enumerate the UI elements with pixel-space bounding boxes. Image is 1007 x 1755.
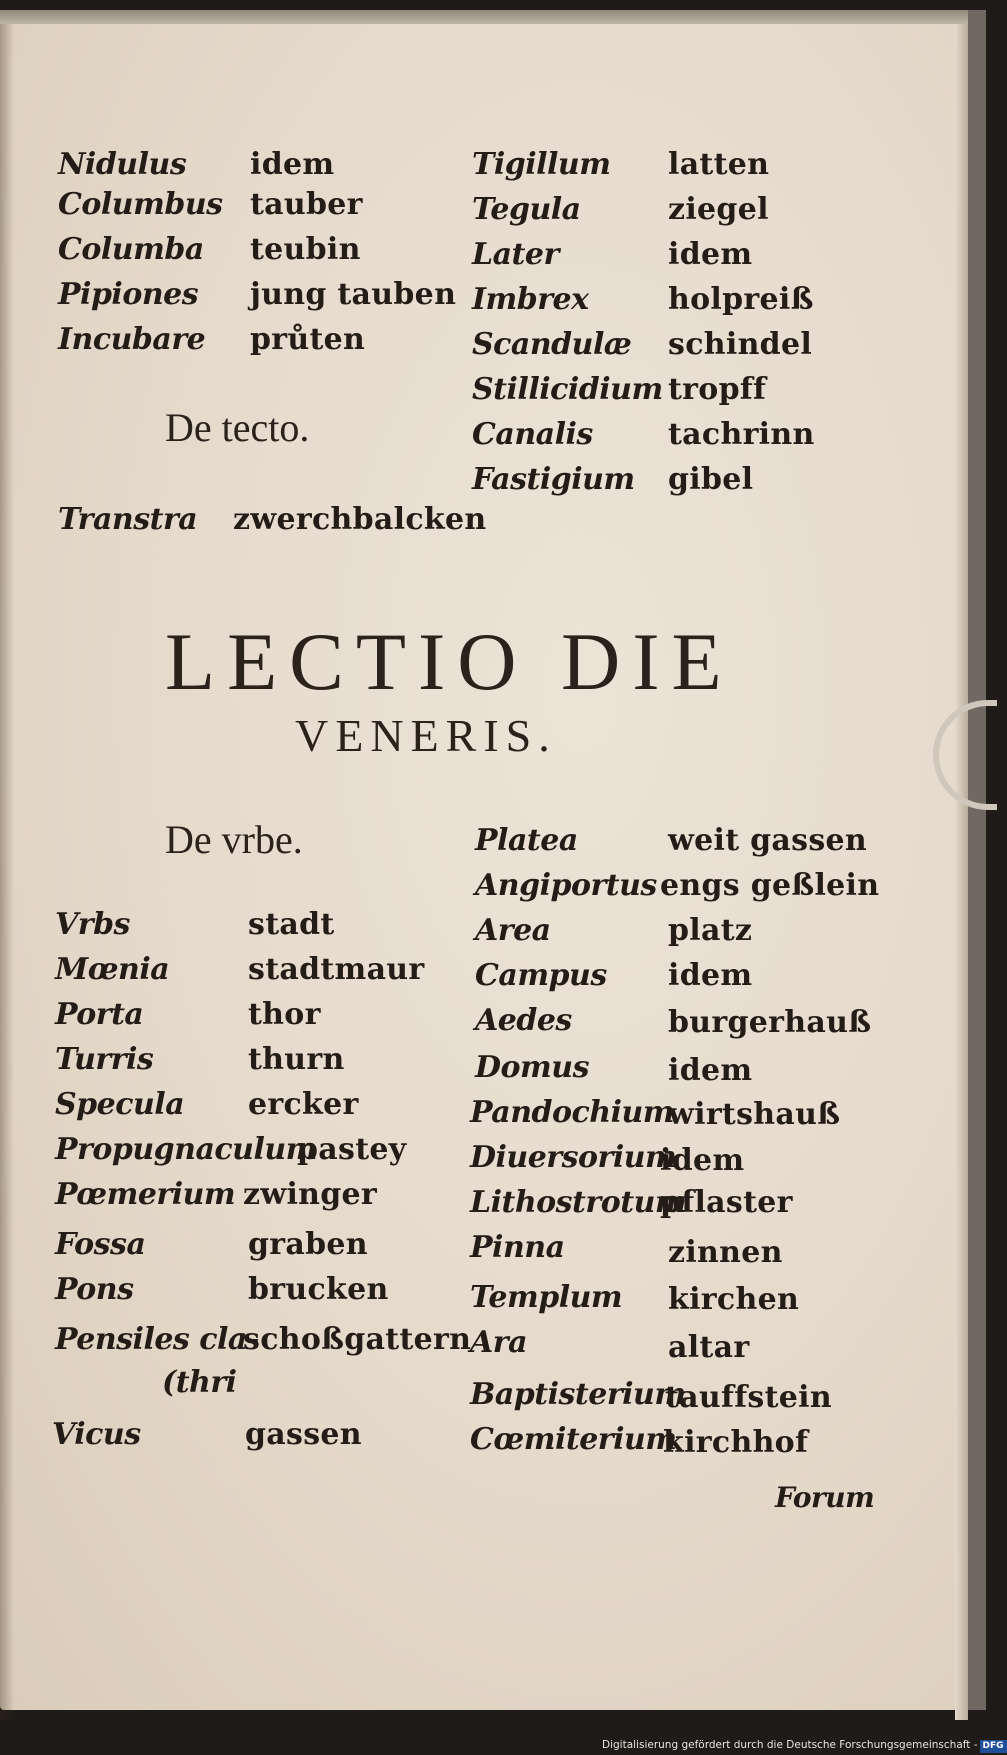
latin-term: Columbus xyxy=(58,187,223,222)
credit-text: Digitalisierung gefördert durch die Deutsche Forschungsgemeinschaft - xyxy=(602,1739,978,1751)
latin-term: Propugnaculum xyxy=(55,1132,317,1167)
german-term: tropff xyxy=(668,372,767,407)
page-right-edge xyxy=(955,24,968,1720)
latin-term: Canalis xyxy=(472,417,593,452)
german-term: zwerchbalcken xyxy=(233,502,487,537)
page-edge-tab xyxy=(968,10,986,1710)
latin-term: Templum xyxy=(470,1280,623,1315)
german-term: kirchhof xyxy=(663,1425,809,1460)
german-term: gibel xyxy=(668,462,754,497)
german-term: průten xyxy=(250,322,366,357)
latin-term: Campus xyxy=(475,958,607,993)
german-term: wirtshauß xyxy=(668,1097,841,1132)
german-term: holpreiß xyxy=(668,282,814,317)
latin-term: Vicus xyxy=(52,1417,141,1452)
german-term: idem xyxy=(660,1143,745,1178)
german-term: idem xyxy=(250,147,335,182)
german-term: idem xyxy=(668,237,753,272)
latin-term: Platea xyxy=(475,823,578,858)
section-title: LECTIO DIE xyxy=(165,616,734,707)
german-term: burgerhauß xyxy=(668,1005,872,1040)
latin-term: Pipiones xyxy=(58,277,199,312)
german-term: brucken xyxy=(248,1272,389,1307)
german-term: weit gassen xyxy=(668,823,868,858)
german-term: thor xyxy=(248,997,321,1032)
german-term: ziegel xyxy=(668,192,769,227)
german-term: schoßgattern xyxy=(243,1322,472,1357)
section-subtitle: VENERIS. xyxy=(295,710,557,761)
latin-term: Pons xyxy=(55,1272,134,1307)
latin-term-continuation: (thri xyxy=(162,1365,237,1400)
dfg-logo: DFG xyxy=(980,1740,1007,1753)
latin-term: Tegula xyxy=(472,192,581,227)
german-term: pastey xyxy=(297,1132,407,1167)
german-term: tauffstein xyxy=(665,1380,832,1415)
latin-term: Columba xyxy=(58,232,204,267)
german-term: tauber xyxy=(250,187,363,222)
latin-term: Stillicidium xyxy=(472,372,663,407)
latin-term: Pensiles cla- xyxy=(55,1322,259,1357)
german-term: pflaster xyxy=(660,1185,793,1220)
latin-term: Specula xyxy=(55,1087,185,1122)
latin-term: Cœmiterium xyxy=(470,1422,677,1457)
digitization-credit xyxy=(602,1736,1004,1755)
german-term: thurn xyxy=(248,1042,345,1077)
latin-term: Pœmerium xyxy=(55,1177,236,1212)
german-term: schindel xyxy=(668,327,813,362)
german-term: altar xyxy=(668,1330,750,1365)
german-term: tachrinn xyxy=(668,417,815,452)
latin-term: Area xyxy=(475,913,551,948)
latin-term: Later xyxy=(472,237,559,272)
latin-term: Nidulus xyxy=(58,147,187,182)
german-term: zinnen xyxy=(668,1235,783,1270)
latin-term: Transtra xyxy=(58,502,198,537)
german-term: latten xyxy=(668,147,770,182)
latin-term: Porta xyxy=(55,997,144,1032)
latin-term: Ara xyxy=(470,1325,528,1360)
german-term: idem xyxy=(668,1053,753,1088)
german-term: jung tauben xyxy=(250,277,457,312)
latin-term: Angiportus xyxy=(475,868,657,903)
german-term: engs geßlein xyxy=(660,868,880,903)
latin-term: Fossa xyxy=(55,1227,146,1262)
latin-term: Pandochium xyxy=(470,1095,675,1130)
latin-term: Tigillum xyxy=(472,147,611,182)
latin-term: Aedes xyxy=(475,1003,572,1038)
section-heading-vrbe: De vrbe. xyxy=(165,817,303,862)
latin-term: Fastigium xyxy=(472,462,635,497)
latin-term: Vrbs xyxy=(55,907,130,942)
german-term: gassen xyxy=(245,1417,362,1452)
latin-term: Incubare xyxy=(58,322,206,357)
latin-term: Mœnia xyxy=(55,952,170,987)
page-top-edge xyxy=(0,10,968,24)
german-term: platz xyxy=(668,913,753,948)
latin-term: Baptisterium xyxy=(470,1377,686,1412)
latin-term: Scandulæ xyxy=(472,327,632,362)
german-term: ercker xyxy=(248,1087,359,1122)
latin-term: Imbrex xyxy=(472,282,589,317)
german-term: graben xyxy=(248,1227,368,1262)
latin-term: Lithostrotum xyxy=(470,1185,687,1220)
catchword: Forum xyxy=(775,1481,875,1514)
latin-term: Domus xyxy=(475,1050,589,1085)
latin-term: Diuersorium xyxy=(470,1140,677,1175)
german-term: teubin xyxy=(250,232,361,267)
section-heading-tecto: De tecto. xyxy=(165,405,310,450)
latin-term: Turris xyxy=(55,1042,154,1077)
german-term: stadtmaur xyxy=(248,952,425,987)
german-term: stadt xyxy=(248,907,335,942)
latin-term: Pinna xyxy=(470,1230,565,1265)
german-term: idem xyxy=(668,958,753,993)
german-term: kirchen xyxy=(668,1282,800,1317)
spine-shadow xyxy=(0,24,14,1720)
german-term: zwinger xyxy=(243,1177,378,1212)
